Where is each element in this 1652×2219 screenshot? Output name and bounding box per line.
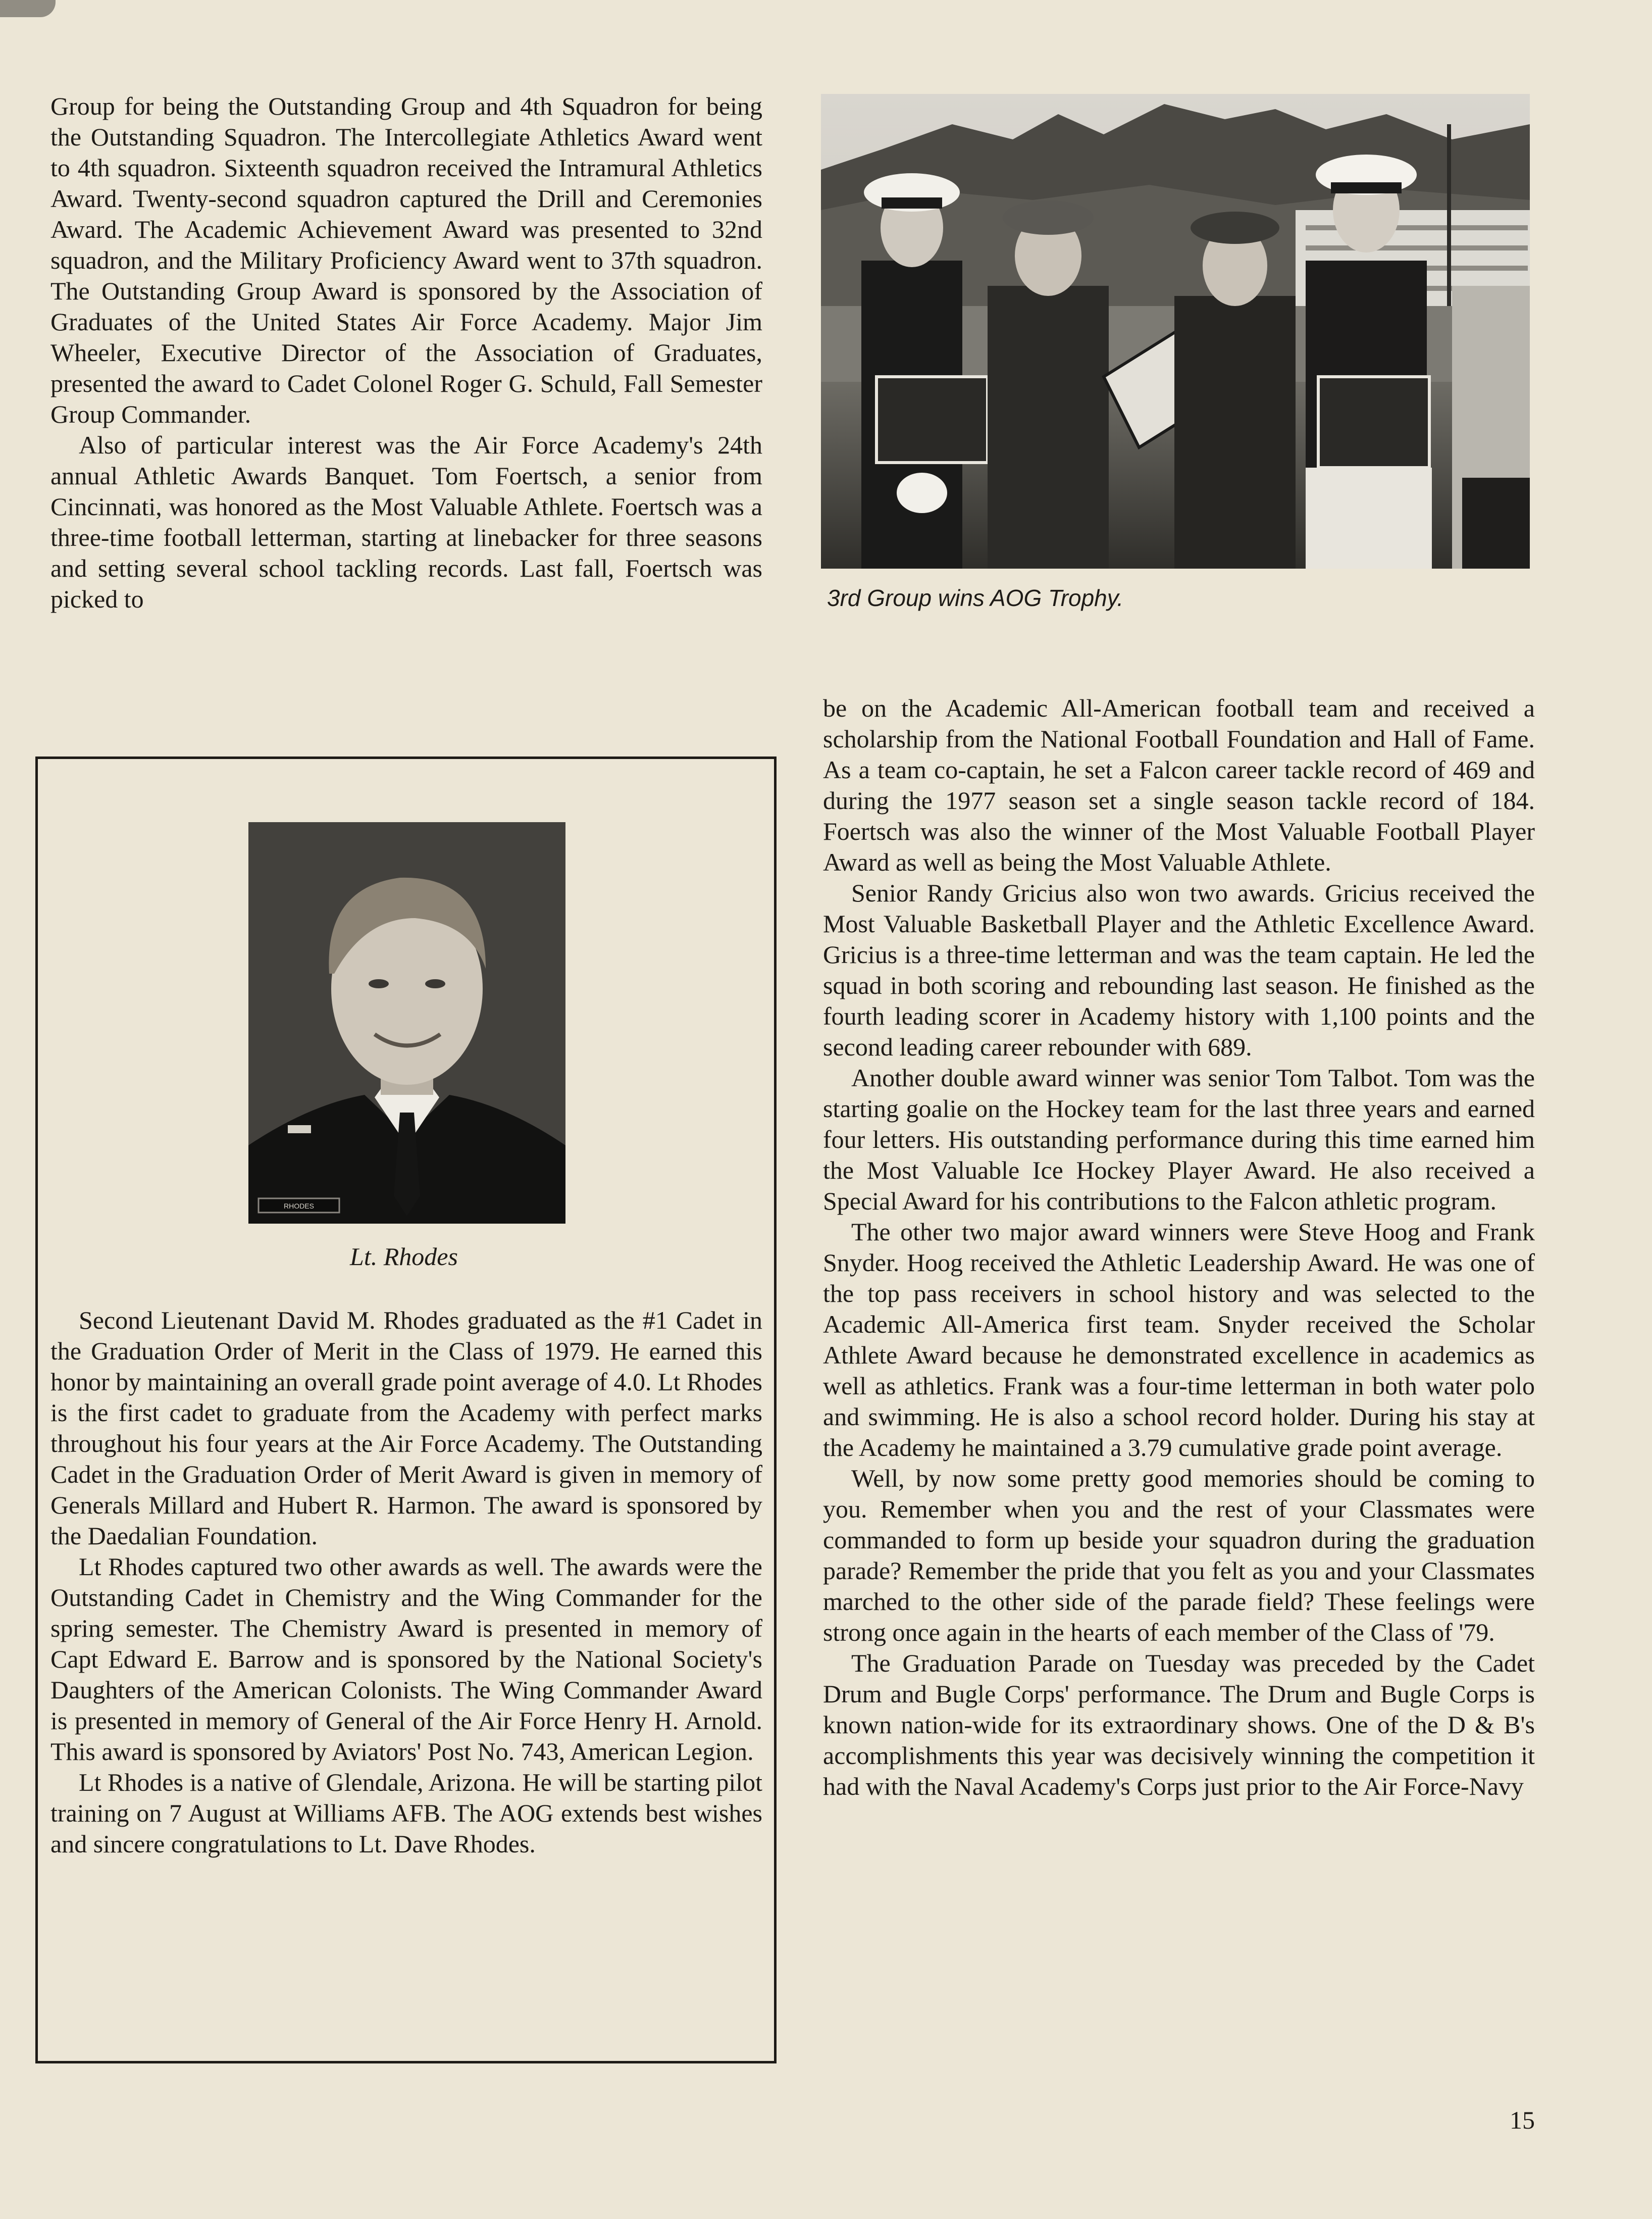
article-paragraph: Another double award winner was senior Tom Talbot. Tom was the starting goalie on the Hockey team for the last three years and earned four letters. His outstanding performance during this time earned him the Most Valuable Ice Hockey Player Award. He also received a Special Award for his contributions to the Falcon athletic program.	[823, 1064, 1535, 1215]
sidebar-paragraph: Lt Rhodes captured two other awards as well. The awards were the Outstanding Cadet in Chemistry and the Wing Commander for the spring semester. The Chemistry Award is presented in memory of Capt Edward E. Barrow and is sponsored by the National Society's Daughters of the American Colonists. The Wing Commander Award is presented in memory of General of the Air Force Henry H. Arnold. This award is sponsored by Aviators' Post No. 743, American Legion.	[50, 1552, 762, 1766]
portrait-caption: Lt. Rhodes	[350, 1242, 458, 1271]
article-paragraph: Also of particular interest was the Air Force Academy's 24th annual Athletic Awards Banquet. Tom Foertsch, a senior from Cincinnati, was honored as the Most Valuable Athlete. Foertsch was a three-time football letterman, starting at linebacker for three seasons and setting several school tackling records. Last fall, Foertsch was picked to	[50, 431, 762, 613]
article-paragraph: be on the Academic All-American football team and received a scholarship from the National Football Foundation and Hall of Fame. As a team co-captain, he set a Falcon career tackle record of 469 and during the 1977 season set a single season tackle record of 184. Foertsch was also the winner of the Most Valuable Football Player Award as well as being the Most Valuable Athlete.	[823, 694, 1535, 876]
sidebar-paragraph: Second Lieutenant David M. Rhodes graduated as the #1 Cadet in the Graduation Order of Merit in the Class of 1979. He earned this honor by maintaining an overall grade point average of 4.0. Lt Rhodes is the first cadet to graduate from the Academy with perfect marks throughout his four years at the Air Force Academy. The Outstanding Cadet in the Graduation Order of Merit Award is given in memory of Generals Millard and Hubert R. Harmon. The award is sponsored by the Daedalian Foundation.	[50, 1306, 762, 1550]
name-tag-text: RHODES	[284, 1202, 314, 1210]
portrait-image	[248, 822, 565, 1224]
sidebar-paragraph: Lt Rhodes is a native of Glendale, Arizona. He will be starting pilot training on 7 August at Williams AFB. The AOG extends best wishes and sincere congratulations to Lt. Dave Rhodes.	[50, 1768, 762, 1858]
group-photo-image	[821, 94, 1530, 569]
article-paragraph: The Graduation Parade on Tuesday was preceded by the Cadet Drum and Bugle Corps' performance. The Drum and Bugle Corps is known nation-wide for its extraordinary shows. One of the D & B's accomplishments this year was decisively winning the competition it had with the Naval Academy's Corps just prior to the Air Force-Navy	[823, 1649, 1535, 1800]
article-column-right	[823, 693, 1535, 1802]
article-paragraph: Group for being the Outstanding Group and 4th Squadron for being the Outstanding Squadron. The Intercollegiate Athletics Award went to 4th squadron. Sixteenth squadron received the Intramural Athletics Award. Twenty-second squadron captured the Drill and Ceremonies Award. The Academic Achievement Award was presented to 32nd squadron, and the Military Proficiency Award went to 37th squadron. The Outstanding Group Award is sponsored by the Association of Graduates of the United States Air Force Academy. Major Jim Wheeler, Executive Director of the Association of Graduates, presented the award to Cadet Colonel Roger G. Schuld, Fall Semester Group Commander.	[50, 92, 762, 428]
article-paragraph: Senior Randy Gricius also won two awards. Gricius received the Most Valuable Basketball Player and the Athletic Excellence Award. Gricius is a three-time letterman and was the team captain. He led the squad in both scoring and rebounding last season. He finished as the fourth leading scorer in Academy history with 1,100 points and the second leading career rebounder with 689.	[823, 879, 1535, 1061]
sidebar-text	[50, 1305, 762, 1859]
page-number: 15	[1510, 2106, 1535, 2134]
portrait-photo	[248, 822, 565, 1224]
article-column-top-left	[50, 91, 762, 615]
group-photo	[821, 94, 1530, 569]
article-paragraph: The other two major award winners were Steve Hoog and Frank Snyder. Hoog received the Athletic Leadership Award. He was one of the top pass receivers in school history and was selected to the Academic All-America first team. Snyder received the Scholar Athlete Award because he demonstrated excellence in academics as well as athletics. Frank was a four-time letterman in both water polo and swimming. He is also a school record holder. During his stay at the Academy he maintained a 3.79 cumulative grade point average.	[823, 1218, 1535, 1461]
article-paragraph: Well, by now some pretty good memories should be coming to you. Remember when you and the rest of your Classmates were commanded to form up beside your squadron during the graduation parade? Remember the pride that you felt as you and your Classmates marched to the other side of the parade field? These feelings were strong once again in the hearts of each member of the Class of '79.	[823, 1464, 1535, 1646]
group-photo-caption: 3rd Group wins AOG Trophy.	[827, 585, 1124, 611]
scan-smudge	[0, 0, 56, 17]
